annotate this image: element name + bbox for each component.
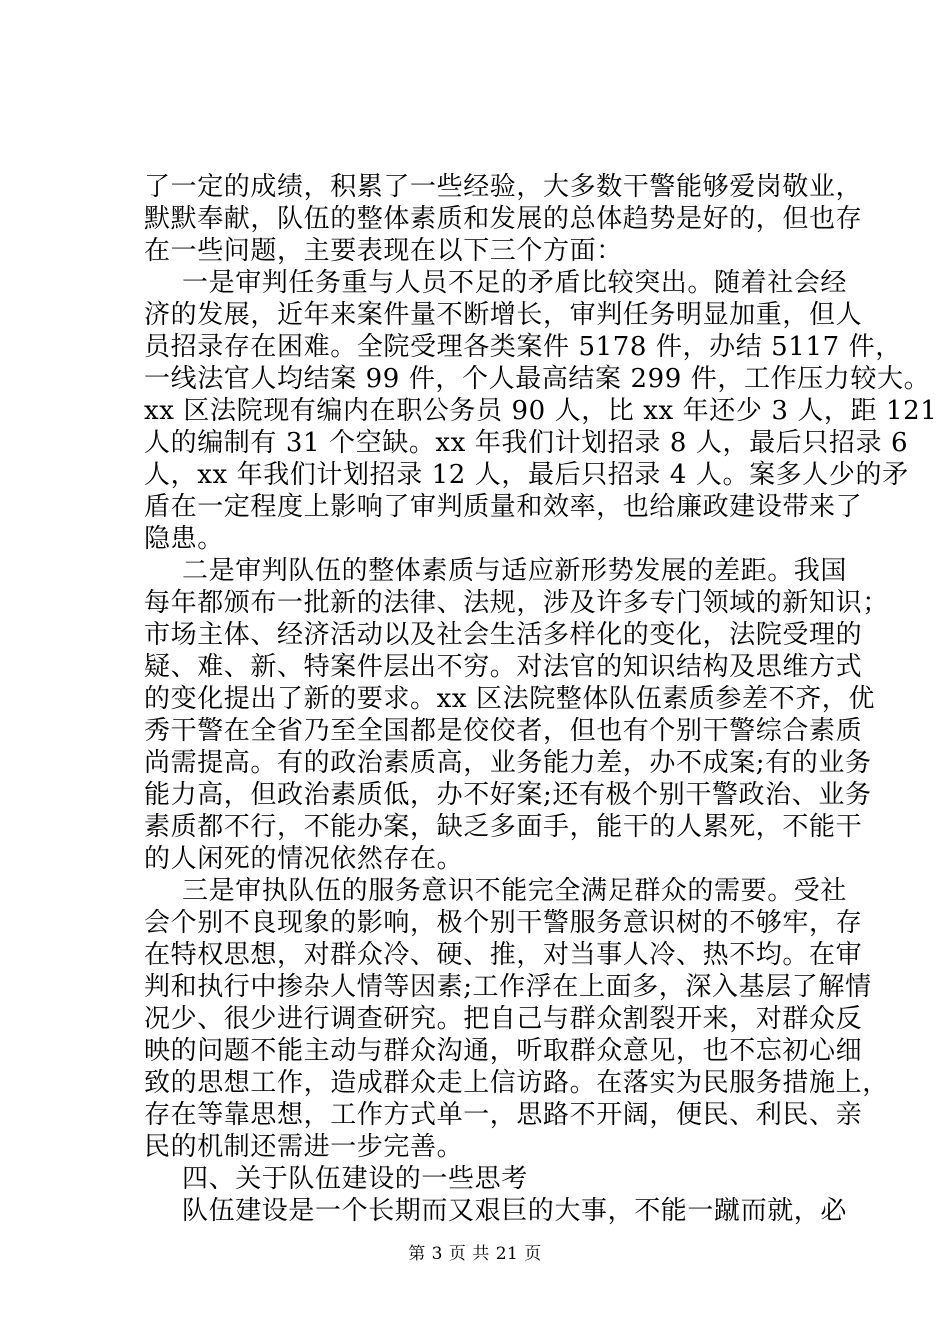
text-line: 能力高，但政治素质低，办不好案;还有极个别干警政治、业务 xyxy=(144,780,872,810)
text-line: 存在等靠思想，工作方式单一，思路不开阔，便民、利民、亲 xyxy=(144,1100,863,1130)
text-line: 况少、很少进行调查研究。把自己与群众割裂开来，对群众反 xyxy=(144,1004,863,1034)
text-line: 的人闲死的情况依然存在。 xyxy=(144,844,464,874)
text-line: 一是审判任务重与人员不足的矛盾比较突出。随着社会经 xyxy=(182,268,848,298)
text-line: 尚需提高。有的政治素质高，业务能力差，办不成案;有的业务 xyxy=(144,748,872,778)
text-line: 济的发展，近年来案件量不断增长，审判任务明显加重，但人 xyxy=(144,300,863,330)
text-line: 素质都不行，不能办案，缺乏多面手，能干的人累死，不能干 xyxy=(144,812,863,842)
text-line: 默默奉献，队伍的整体素质和发展的总体趋势是好的，但也存 xyxy=(144,204,863,234)
text-line: 一线法官人均结案 99 件，个人最高结案 299 件，工作压力较大。 xyxy=(144,364,931,394)
text-line: 员招录存在困难。全院受理各类案件 5178 件，办结 5117 件， xyxy=(144,332,902,362)
text-line: 在一些问题，主要表现在以下三个方面： xyxy=(144,236,623,266)
text-line: 在特权思想，对群众冷、硬、推，对当事人冷、热不均。在审 xyxy=(144,940,863,970)
text-line: 人的编制有 31 个空缺。xx 年我们计划招录 8 人，最后只招录 6 xyxy=(144,428,909,458)
text-line: 民的机制还需进一步完善。 xyxy=(144,1132,464,1162)
text-line: 盾在一定程度上影响了审判质量和效率，也给廉政建设带来了 xyxy=(144,492,863,522)
text-line: 隐患。 xyxy=(144,524,224,554)
text-line: 秀干警在全省乃至全国都是佼佼者，但也有个别干警综合素质 xyxy=(144,716,863,746)
text-line: 队伍建设是一个长期而又艰巨的大事，不能一蹴而就，必 xyxy=(182,1196,848,1226)
page-footer: 第 3 页 共 21 页 xyxy=(408,1244,542,1264)
text-line: 判和执行中掺杂人情等因素;工作浮在上面多，深入基层了解情 xyxy=(144,972,872,1002)
text-line: xx 区法院现有编内在职公务员 90 人，比 xx 年还少 3 人，距 121 xyxy=(144,396,938,426)
text-line: 二是审判队伍的整体素质与适应新形势发展的差距。我国 xyxy=(182,556,848,586)
text-line: 人，xx 年我们计划招录 12 人，最后只招录 4 人。案多人少的矛 xyxy=(144,460,909,490)
text-line: 每年都颁布一批新的法律、法规，涉及许多专门领域的新知识； xyxy=(144,588,889,618)
text-line: 映的问题不能主动与群众沟通，听取群众意见，也不忘初心细 xyxy=(144,1036,863,1066)
text-line: 三是审执队伍的服务意识不能完全满足群众的需要。受社 xyxy=(182,876,848,906)
text-line: 会个别不良现象的影响，极个别干警服务意识树的不够牢，存 xyxy=(144,908,863,938)
text-line: 致的思想工作，造成群众走上信访路。在落实为民服务措施上， xyxy=(144,1068,889,1098)
text-line: 市场主体、经济活动以及社会生活多样化的变化，法院受理的 xyxy=(144,620,863,650)
text-line: 了一定的成绩，积累了一些经验，大多数干警能够爱岗敬业， xyxy=(144,172,863,202)
text-line: 疑、难、新、特案件层出不穷。对法官的知识结构及思维方式 xyxy=(144,652,863,682)
text-line: 四、关于队伍建设的一些思考 xyxy=(182,1164,528,1194)
body-text xyxy=(144,171,938,1227)
text-line: 的变化提出了新的要求。xx 区法院整体队伍素质参差不齐，优 xyxy=(144,684,875,714)
